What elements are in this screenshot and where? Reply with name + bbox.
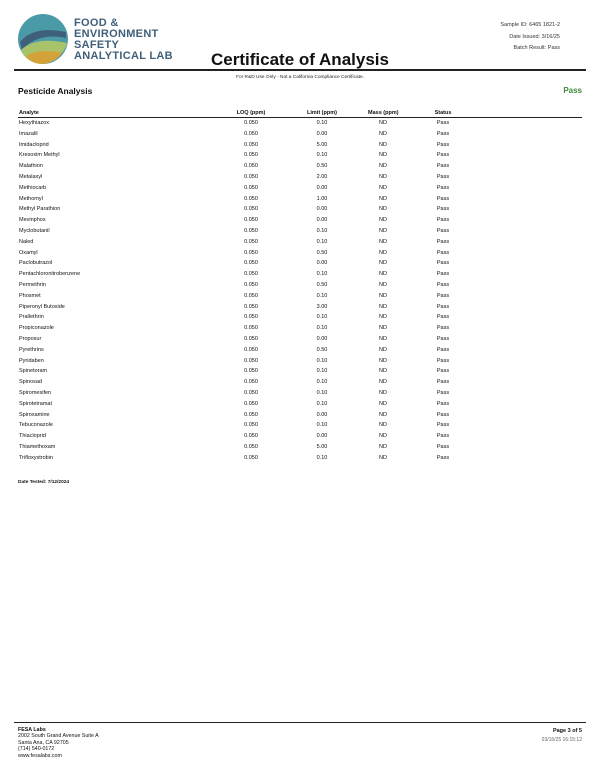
status-value: Pass	[436, 281, 450, 288]
limit-value: 0.00	[316, 184, 328, 191]
limit-value: 0.10	[316, 120, 328, 126]
print-timestamp: 03/16/25 16:15:12	[541, 737, 582, 743]
status-value: Pass	[436, 357, 450, 364]
limit-value: 0.10	[316, 292, 328, 299]
loq-value: 0.050	[244, 389, 258, 396]
table-row	[18, 356, 582, 367]
loq-value: 0.050	[244, 152, 258, 159]
mass-value: ND	[379, 443, 387, 450]
mass-value: ND	[379, 260, 387, 267]
footer-divider	[14, 722, 586, 723]
table-row	[18, 258, 582, 269]
section-result: Pass	[563, 86, 582, 95]
analyte-name: Methiocarb	[19, 184, 47, 191]
analyte-name: Pyridaben	[19, 357, 44, 364]
status-value: Pass	[436, 314, 450, 321]
logo-line: ANALYTICAL LAB	[74, 50, 173, 62]
table-row	[18, 410, 582, 421]
table-row	[18, 442, 582, 453]
status-value: Pass	[436, 325, 450, 332]
limit-value: 0.10	[316, 271, 328, 278]
limit-value: 0.10	[316, 152, 328, 159]
limit-value: 5.00	[316, 443, 328, 450]
lab-website[interactable]: www.fesalabs.com	[18, 752, 62, 759]
mass-value: ND	[379, 346, 387, 353]
limit-value: 0.00	[316, 217, 328, 224]
mass-value: ND	[379, 292, 387, 299]
limit-value: 0.50	[316, 249, 328, 256]
analyte-name: Imidacloprid	[19, 141, 49, 148]
analyte-name: Phosmet	[19, 292, 41, 299]
mass-value: ND	[379, 141, 387, 148]
table-row	[18, 118, 582, 129]
limit-value: 0.50	[316, 163, 328, 170]
mass-value: ND	[379, 422, 387, 429]
loq-value: 0.050	[244, 314, 258, 321]
table-row	[18, 345, 582, 356]
table-row	[18, 237, 582, 248]
status-value: Pass	[436, 368, 450, 375]
table-row	[18, 161, 582, 172]
status-value: Pass	[436, 227, 450, 234]
limit-value: 5.00	[316, 141, 328, 148]
status-value: Pass	[436, 433, 450, 440]
lab-name: FESA Labs	[18, 727, 46, 733]
limit-value: 1.00	[316, 195, 328, 202]
mass-value: ND	[379, 195, 387, 202]
loq-value: 0.050	[244, 368, 258, 375]
analyte-name: Trifloxystrobin	[19, 454, 54, 461]
mass-value: ND	[379, 238, 387, 245]
limit-value: 0.10	[316, 389, 328, 396]
table-row	[18, 280, 582, 291]
mass-value: ND	[379, 281, 387, 288]
analyte-name: Spinetoram	[19, 368, 48, 375]
analyte-name: Oxamyl	[19, 249, 38, 256]
table-row	[18, 248, 582, 259]
table-row	[18, 420, 582, 431]
table-row	[18, 431, 582, 442]
loq-value: 0.050	[244, 271, 258, 278]
status-value: Pass	[436, 152, 450, 159]
mass-value: ND	[379, 314, 387, 321]
status-value: Pass	[436, 292, 450, 299]
pesticide-table-body	[18, 118, 582, 464]
status-value: Pass	[436, 238, 450, 245]
table-row	[18, 129, 582, 140]
analyte-name: Spiroxamine	[19, 411, 50, 418]
loq-value: 0.050	[244, 238, 258, 245]
loq-value: 0.050	[244, 303, 258, 310]
loq-value: 0.050	[244, 292, 258, 299]
limit-value: 0.00	[316, 206, 328, 213]
status-value: Pass	[436, 389, 450, 396]
limit-value: 0.00	[316, 411, 328, 418]
analyte-name: Myclobutanil	[19, 227, 50, 234]
limit-value: 0.10	[316, 357, 328, 364]
table-row	[18, 226, 582, 237]
analyte-name: Spiromesifen	[19, 389, 52, 396]
mass-value: ND	[379, 335, 387, 342]
loq-value: 0.050	[244, 249, 258, 256]
loq-value: 0.050	[244, 422, 258, 429]
status-value: Pass	[436, 400, 450, 407]
table-row	[18, 140, 582, 151]
loq-value: 0.050	[244, 227, 258, 234]
mass-value: ND	[379, 357, 387, 364]
loq-value: 0.050	[244, 217, 258, 224]
loq-value: 0.050	[244, 411, 258, 418]
limit-value: 0.10	[316, 454, 328, 461]
limit-value: 0.10	[316, 314, 328, 321]
status-value: Pass	[436, 141, 450, 148]
status-value: Pass	[436, 217, 450, 224]
loq-value: 0.050	[244, 260, 258, 267]
limit-value: 0.10	[316, 238, 328, 245]
mass-value: ND	[379, 454, 387, 461]
lab-address	[18, 727, 99, 759]
analyte-name: Naled	[19, 238, 34, 245]
status-value: Pass	[436, 454, 450, 461]
mass-value: ND	[379, 400, 387, 407]
batch-result: Batch Result: Pass	[513, 45, 560, 51]
status-value: Pass	[436, 260, 450, 267]
limit-value: 0.10	[316, 368, 328, 375]
analyte-name: Metalaxyl	[19, 173, 43, 180]
mass-value: ND	[379, 184, 387, 191]
status-value: Pass	[436, 379, 450, 386]
limit-value: 0.50	[316, 281, 328, 288]
limit-value: 0.10	[316, 379, 328, 386]
limit-value: 0.10	[316, 325, 328, 332]
table-row	[18, 302, 582, 313]
table-row	[18, 215, 582, 226]
page-info	[542, 727, 582, 745]
page-number: Page 3 of 5	[552, 728, 582, 734]
table-row	[18, 366, 582, 377]
limit-value: 0.10	[316, 227, 328, 234]
loq-value: 0.050	[244, 325, 258, 332]
status-value: Pass	[436, 335, 450, 342]
table-row	[18, 388, 582, 399]
loq-value: 0.050	[244, 163, 258, 170]
table-row	[18, 399, 582, 410]
status-value: Pass	[436, 443, 450, 450]
status-value: Pass	[436, 163, 450, 170]
limit-value: 0.00	[316, 130, 328, 137]
limit-value: 3.00	[316, 303, 328, 310]
status-value: Pass	[436, 303, 450, 310]
date-issued: Date Issued: 3/16/25	[509, 33, 560, 40]
status-value: Pass	[436, 130, 450, 137]
header-analyte: Analyte	[19, 110, 39, 116]
analyte-name: Malathion	[19, 163, 43, 170]
analyte-name: Tebuconazole	[19, 422, 53, 429]
logo-line: SAFETY	[74, 39, 120, 51]
loq-value: 0.050	[244, 195, 258, 202]
loq-value: 0.050	[244, 443, 258, 450]
analyte-name: Methomyl	[19, 195, 43, 202]
mass-value: ND	[379, 173, 387, 180]
table-row	[18, 194, 582, 205]
mass-value: ND	[379, 163, 387, 170]
mass-value: ND	[379, 130, 387, 137]
header-divider	[14, 69, 586, 71]
mass-value: ND	[379, 379, 387, 386]
table-row	[18, 150, 582, 161]
analyte-name: Prallethrin	[19, 314, 44, 321]
status-value: Pass	[436, 195, 450, 202]
analyte-name: Thiamethoxam	[19, 443, 56, 450]
loq-value: 0.050	[244, 400, 258, 407]
table-row	[18, 377, 582, 388]
address-line-2: Santa Ana, CA 92705	[18, 739, 69, 746]
loq-value: 0.050	[244, 281, 258, 288]
table-row	[18, 269, 582, 280]
table-row	[18, 312, 582, 323]
analyte-name: Permethrin	[19, 281, 46, 288]
limit-value: 0.10	[316, 400, 328, 407]
analyte-name: Paclobutrazol	[19, 260, 53, 267]
status-value: Pass	[436, 271, 450, 278]
analyte-name: Kresoxim Methyl	[19, 152, 60, 159]
mass-value: ND	[379, 227, 387, 234]
analyte-name: Thiacloprid	[19, 433, 46, 440]
analyte-name: Propiconazole	[19, 325, 54, 332]
status-value: Pass	[436, 184, 450, 191]
mass-value: ND	[379, 411, 387, 418]
loq-value: 0.050	[244, 120, 258, 126]
loq-value: 0.050	[244, 335, 258, 342]
loq-value: 0.050	[244, 379, 258, 386]
sample-id: Sample ID: 6465 1821-2	[500, 22, 560, 28]
limit-value: 0.10	[316, 422, 328, 429]
table-row	[18, 334, 582, 345]
mass-value: ND	[379, 152, 387, 159]
analyte-name: Methyl Parathion	[19, 206, 61, 213]
analyte-name: Propoxur	[19, 335, 42, 342]
table-row	[18, 453, 582, 464]
header-loq: LOQ (ppm)	[236, 110, 266, 116]
loq-value: 0.050	[244, 130, 258, 137]
analyte-name: Spirotetramat	[19, 400, 53, 407]
table-row	[18, 291, 582, 302]
table-row	[18, 172, 582, 183]
status-value: Pass	[436, 206, 450, 213]
loq-value: 0.050	[244, 141, 258, 148]
date-tested: Date Tested: 7/12/2024	[18, 480, 70, 485]
section-title: Pesticide Analysis	[18, 86, 93, 96]
loq-value: 0.050	[244, 173, 258, 180]
loq-value: 0.050	[244, 206, 258, 213]
loq-value: 0.050	[244, 346, 258, 353]
analyte-name: Piperonyl Butoxide	[19, 303, 65, 310]
status-value: Pass	[436, 173, 450, 180]
status-value: Pass	[436, 422, 450, 429]
analyte-name: Mevinphos	[19, 217, 46, 224]
header-limit: Limit (ppm)	[307, 110, 337, 116]
limit-value: 0.00	[316, 433, 328, 440]
status-value: Pass	[436, 120, 450, 126]
mass-value: ND	[379, 217, 387, 224]
mass-value: ND	[379, 368, 387, 375]
logo-line: FOOD &	[74, 17, 119, 29]
compliance-note: For R&D Use Only - Not a California Compliance Certificate.	[236, 75, 364, 80]
mass-value: ND	[379, 433, 387, 440]
table-row	[18, 183, 582, 194]
table-row	[18, 323, 582, 334]
analyte-name: Hexythiazox	[19, 120, 49, 126]
loq-value: 0.050	[244, 357, 258, 364]
limit-value: 2.00	[316, 173, 328, 180]
mass-value: ND	[379, 120, 387, 126]
mass-value: ND	[379, 303, 387, 310]
status-value: Pass	[436, 249, 450, 256]
loq-value: 0.050	[244, 184, 258, 191]
loq-value: 0.050	[244, 454, 258, 461]
analyte-name: Pentachloronitrobenzene	[19, 271, 81, 278]
mass-value: ND	[379, 249, 387, 256]
limit-value: 0.50	[316, 346, 328, 353]
certificate-title: Certificate of Analysis	[211, 50, 389, 69]
header-status: Status	[434, 110, 452, 116]
status-value: Pass	[436, 411, 450, 418]
limit-value: 0.00	[316, 260, 328, 267]
logo-line: ENVIRONMENT	[74, 28, 159, 40]
analyte-name: Pyrethrins	[19, 346, 44, 353]
limit-value: 0.00	[316, 335, 328, 342]
mass-value: ND	[379, 271, 387, 278]
loq-value: 0.050	[244, 433, 258, 440]
address-line-1: 2002 South Grand Avenue Suite A	[18, 733, 99, 740]
analyte-name: Spinosad	[19, 379, 42, 386]
analyte-name: Imazalil	[19, 130, 38, 137]
mass-value: ND	[379, 325, 387, 332]
mass-value: ND	[379, 206, 387, 213]
mass-value: ND	[379, 389, 387, 396]
header-mass: Mass (ppm)	[368, 110, 399, 116]
lab-phone: (714) 540-0172	[18, 746, 55, 753]
status-value: Pass	[436, 346, 450, 353]
table-row	[18, 204, 582, 215]
